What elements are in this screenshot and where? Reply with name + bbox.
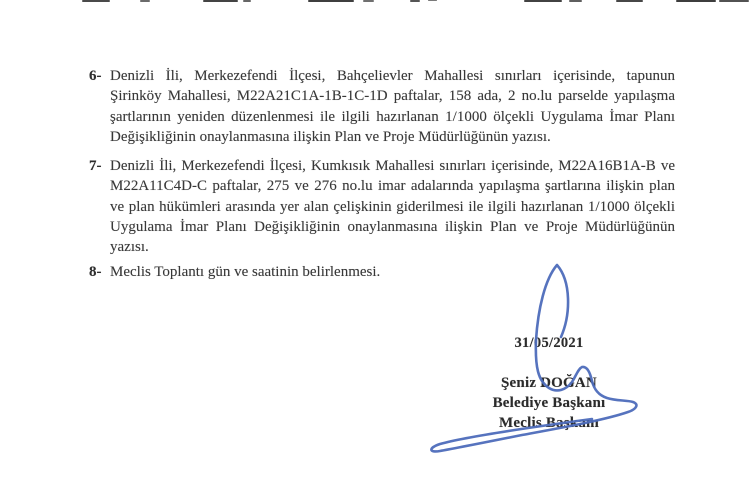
text-fragment (676, 0, 716, 2)
cut-off-text-fragments (0, 0, 750, 4)
text-fragment (308, 0, 354, 2)
item-text-line: Değişikliğinin onaylanmasına ilişkin Plan ve Proje Müdürlüğünün yazısı. (110, 128, 551, 145)
item-text-line: Meclis Toplantı gün ve saatinin belirlenmesi. (110, 263, 381, 280)
item-text-line: Denizli İli, Merkezefendi İlçesi, Kumkısık Mahallesi sınırları içerisinde, M22A16B1A-B ve (110, 158, 675, 175)
agenda-item (89, 262, 677, 282)
item-number: 8- (89, 263, 102, 280)
signature-block (448, 333, 650, 433)
text-fragment (82, 0, 110, 2)
signatory-name: Şeniz DOĞAN (501, 375, 597, 391)
item-text-line: şartlarının yeniden düzenlenmesi ile ilgili hazırlanan 1/1000 ölçekli Uygulama İmar Planı (110, 108, 675, 125)
signatory-title-council: Meclis Başkanı (499, 415, 599, 431)
item-text-line: Denizli İli, Merkezefendi İlçesi, Bahçelievler Mahallesi sınırları içerisinde, tapunun (110, 68, 675, 84)
item-text (110, 66, 675, 147)
document-date: 31/05/2021 (514, 335, 584, 351)
signatory-lines (448, 373, 650, 433)
text-fragment (363, 0, 374, 2)
text-fragment (719, 0, 749, 2)
text-fragment (410, 0, 420, 2)
agenda-item-list (89, 66, 677, 282)
text-fragment (428, 0, 437, 1)
agenda-item (89, 66, 677, 147)
item-text-line: M22A11C4D-C paftalar, 275 ve 276 no.lu imar adalarında yapılaşma şartlarına ilişkin plan (110, 178, 675, 195)
text-fragment (243, 0, 251, 2)
text-fragment (140, 0, 150, 2)
item-text-line: ve plan hükümleri arasında yer alan çelişkinin giderilmesi ile ilgili hazırlanan 1/1000 ölçekli (110, 198, 675, 215)
item-text-line: Şirinköy Mahallesi, M22A21C1A-1B-1C-1D paftalar, 158 ada, 2 no.lu parselde yapılaşma (110, 88, 675, 105)
signatory-title-mayor: Belediye Başkanı (492, 395, 606, 411)
item-number: 7- (89, 158, 102, 175)
item-text (110, 156, 675, 257)
text-fragment (569, 0, 582, 2)
item-text-line: Uygulama İmar Planı Değişikliğinin onaylanmasına ilişkin Plan ve Proje Müdürlüğünün (110, 219, 675, 236)
text-fragment (203, 0, 238, 2)
text-fragment (524, 0, 562, 2)
agenda-item (89, 156, 677, 257)
item-text (110, 262, 675, 282)
item-text-line: yazısı. (110, 239, 149, 256)
item-number: 6- (89, 68, 102, 84)
text-fragment (616, 0, 643, 2)
